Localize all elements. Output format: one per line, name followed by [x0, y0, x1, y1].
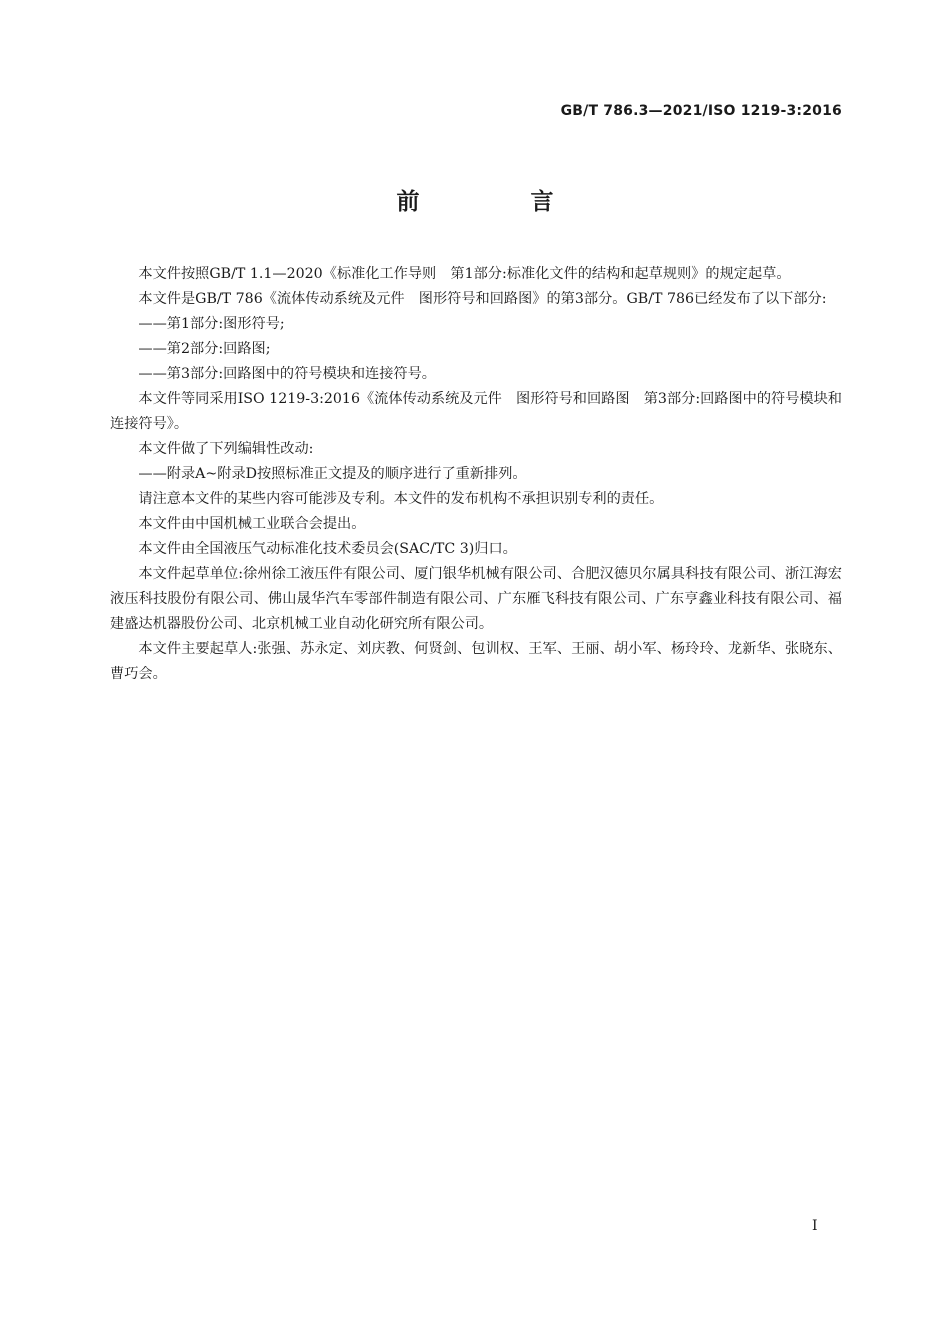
- paragraph: 请注意本文件的某些内容可能涉及专利。本文件的发布机构不承担识别专利的责任。: [138, 491, 664, 507]
- list-item: ——第2部分:回路图;: [138, 341, 271, 357]
- page-title: 前 言: [396, 189, 598, 215]
- standard-code: GB/T 786.3—2021/ISO 1219-3:2016: [560, 103, 842, 119]
- paragraph: 本文件等同采用ISO 1219-3:2016《流体传动系统及元件 图形符号和回路图 第3部分:回路图中的符号模块和连接符号》。: [110, 391, 842, 432]
- paragraph: 本文件由全国液压气动标准化技术委员会(SAC/TC 3)归口。: [138, 541, 517, 557]
- paragraph: 本文件主要起草人:张强、苏永定、刘庆教、何贤剑、包训权、王军、王丽、胡小军、杨玲玲、龙新华、张晓东、曹巧会。: [110, 641, 842, 682]
- paragraph: 本文件按照GB/T 1.1—2020《标准化工作导则 第1部分:标准化文件的结构和起草规则》的规定起草。: [138, 266, 791, 282]
- list-item: ——第1部分:图形符号;: [138, 316, 285, 332]
- paragraph: 本文件由中国机械工业联合会提出。: [138, 516, 366, 532]
- paragraph: 本文件是GB/T 786《流体传动系统及元件 图形符号和回路图》的第3部分。GB/T 786已经发布了以下部分:: [138, 291, 827, 307]
- list-item: ——第3部分:回路图中的符号模块和连接符号。: [138, 366, 436, 382]
- document-body: [110, 262, 842, 687]
- paragraph: 本文件起草单位:徐州徐工液压件有限公司、厦门银华机械有限公司、合肥汉德贝尔属具科技有限公司、浙江海宏液压科技股份有限公司、佛山晟华汽车零部件制造有限公司、广东雁飞科技有限公司、广东亨鑫业科技有限公司、福建盛达机器股份公司、北京机械工业自动化研究所有限公司。: [110, 566, 842, 632]
- list-item: ——附录A~附录D按照标准正文提及的顺序进行了重新排列。: [138, 466, 527, 482]
- paragraph: 本文件做了下列编辑性改动:: [138, 441, 314, 457]
- page-number: I: [812, 1218, 818, 1234]
